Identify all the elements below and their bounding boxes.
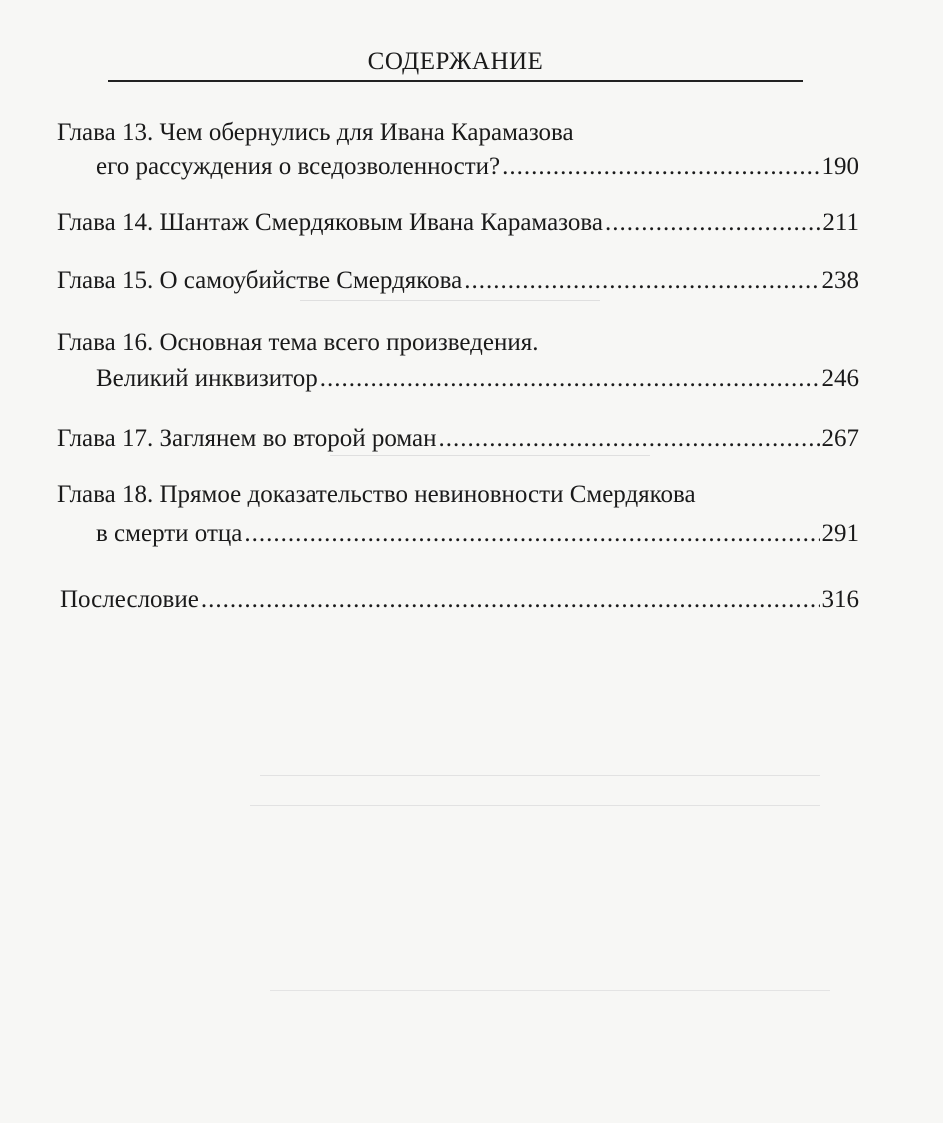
dot-leader — [439, 424, 820, 454]
toc-page-number: 211 — [822, 209, 859, 236]
toc-entry-title: Глава 16. Основная тема всего произведения. — [57, 329, 539, 356]
toc-entry-title: Глава 18. Прямое доказательство невиновности Смердякова — [57, 481, 696, 508]
toc-entry-title: Глава 14. Шантаж Смердяковым Ивана Карамазова — [57, 209, 603, 236]
dot-leader — [464, 266, 819, 296]
toc-entry-18-title-line — [57, 480, 696, 510]
toc-page-number: 238 — [821, 267, 859, 294]
toc-entry-title: Глава 15. О самоубийстве Смердякова — [57, 267, 463, 294]
toc-entry-14[interactable] — [57, 208, 859, 238]
toc-page-number: 267 — [821, 425, 859, 452]
toc-entry-afterword[interactable] — [60, 585, 859, 615]
toc-page-number: 316 — [821, 586, 859, 613]
dot-leader — [244, 519, 819, 549]
toc-entry-title: его рассуждения о вседозволенности? — [96, 153, 501, 180]
toc-page-number: 190 — [821, 153, 859, 180]
toc-entry-13-title-line — [57, 118, 574, 148]
toc-entry-title: Глава 17. Заглянем во второй роман — [57, 425, 437, 452]
toc-entry-title: Глава 13. Чем обернулись для Ивана Карамазова — [57, 119, 574, 146]
page-title: СОДЕРЖАНИЕ — [367, 48, 544, 75]
dot-leader — [605, 208, 820, 238]
toc-entry-16-title-line — [57, 328, 538, 358]
toc-entry-17[interactable] — [57, 424, 859, 454]
toc-entry-title: Великий инквизитор — [96, 365, 318, 392]
toc-entry-15[interactable] — [57, 266, 859, 296]
toc-entry-title: в смерти отца — [96, 520, 243, 547]
toc-entry-title: Послесловие — [60, 586, 199, 613]
toc-entry-18[interactable] — [96, 519, 859, 549]
toc-entry-13[interactable] — [96, 152, 859, 182]
header-rule — [108, 80, 803, 82]
dot-leader — [502, 152, 819, 182]
toc-page-number: 291 — [821, 520, 859, 547]
dot-leader — [320, 364, 820, 394]
toc-page-number: 246 — [821, 365, 859, 392]
toc-entry-16[interactable] — [96, 364, 859, 394]
dot-leader — [201, 585, 820, 615]
